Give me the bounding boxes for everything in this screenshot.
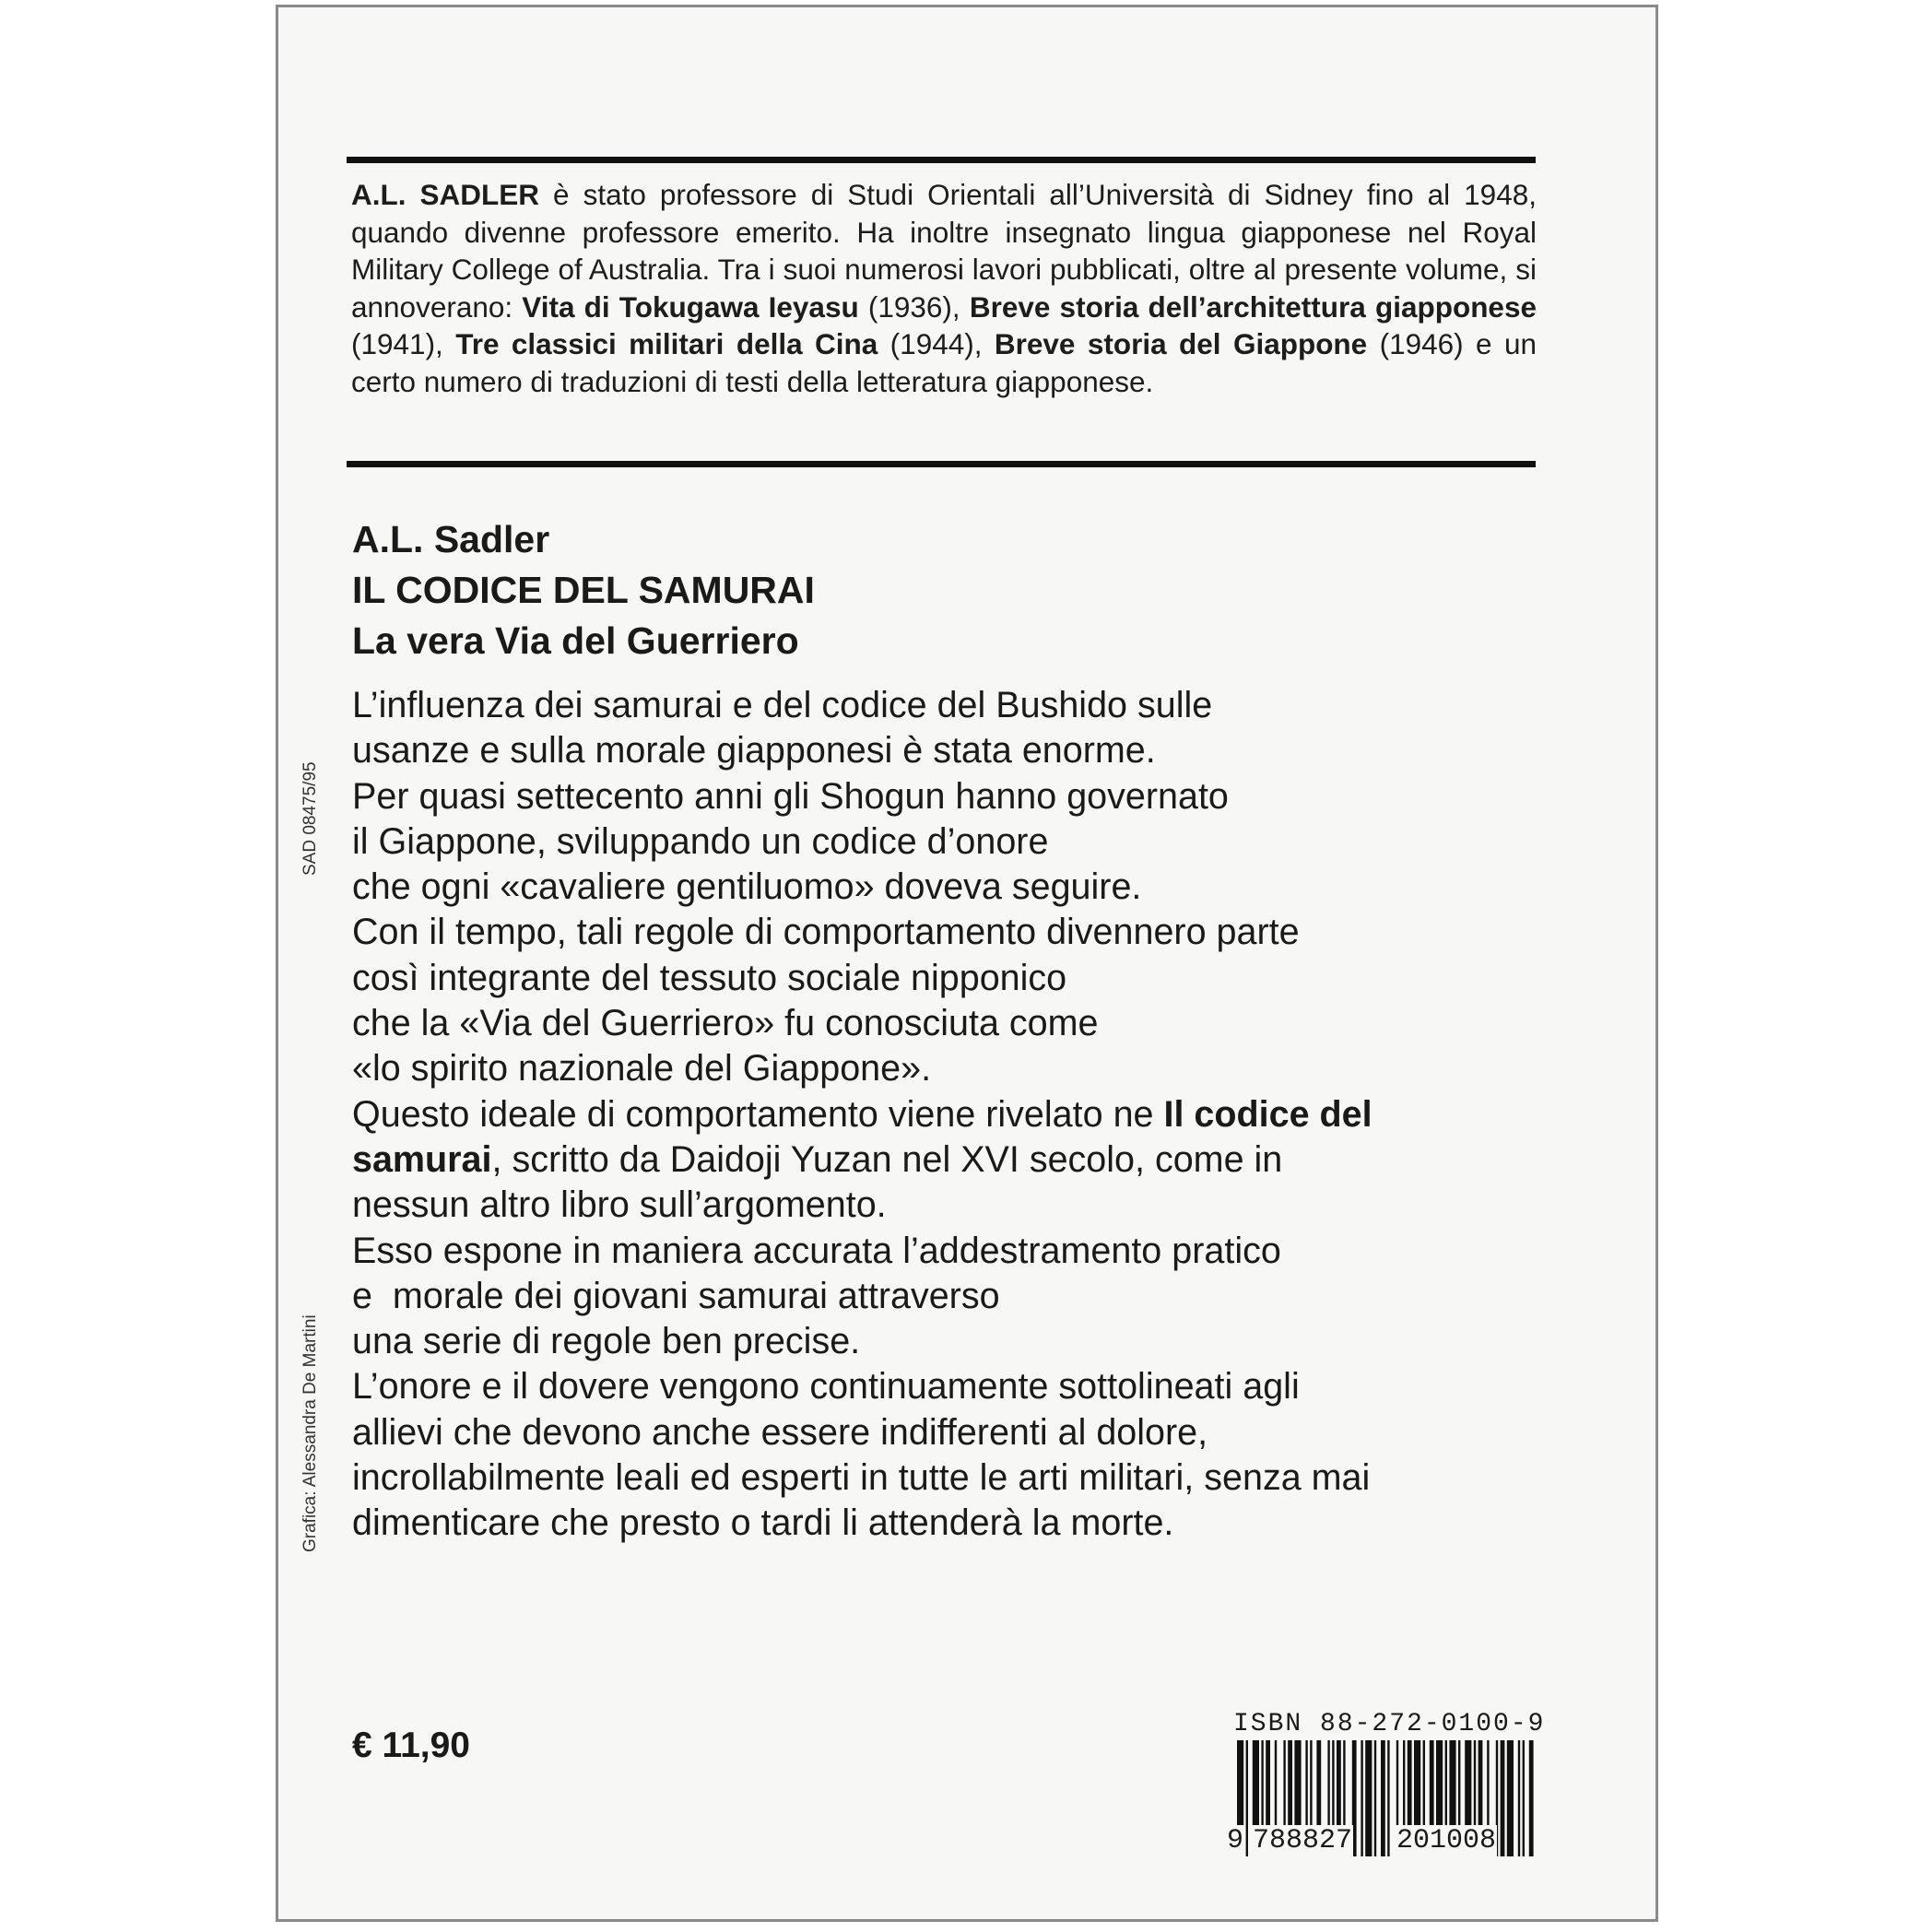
catalog-code: SAD 08475/95: [300, 761, 320, 876]
blurb-text: , scritto da Daidoji Yuzan nel XVI secolo, come in: [491, 1138, 1283, 1180]
bio-work-title: Breve storia dell’architettura giapponese: [969, 289, 1537, 324]
isbn-label: ISBN 88-272-0100-9: [1233, 1710, 1546, 1738]
blurb-line: Con il tempo, tali regole di comportamento divennero parte: [352, 912, 1300, 953]
bio-text: (1944),: [878, 327, 995, 360]
book-subtitle: La vera Via del Guerriero: [352, 619, 799, 662]
blurb-line: usanze e sulla morale giapponesi è stata enorme.: [352, 730, 1156, 772]
blurb-book-title: samurai: [352, 1138, 492, 1180]
author-bio: [351, 176, 1537, 400]
book-title: IL CODICE DEL SAMURAI: [352, 569, 815, 611]
blurb-line: [352, 1092, 1550, 1137]
blurb-line: che ogni «cavaliere gentiluomo» doveva seguire.: [352, 866, 1142, 908]
design-credit: Grafica: Alessandra De Martini: [300, 1314, 320, 1552]
blurb-line: una serie di regole ben precise.: [352, 1321, 861, 1362]
top-rule: [347, 157, 1536, 163]
blurb-line: [352, 1137, 1550, 1183]
blurb-text: Questo ideale di comportamento viene rivelato ne: [352, 1093, 1164, 1135]
blurb-line: il Giappone, sviluppando un codice d’onore: [352, 820, 1049, 862]
barcode-digits-right: 201008: [1396, 1825, 1497, 1856]
blurb-line: così integrante del tessuto sociale nipponico: [352, 957, 1067, 998]
blurb-line: dimenticare che presto o tardi li attenderà la morte.: [352, 1502, 1174, 1544]
bio-text: (1936),: [858, 289, 970, 324]
blurb-line: L’influenza dei samurai e del codice del Bushido sulle: [352, 685, 1213, 725]
blurb-line: e morale dei giovani samurai attraverso: [352, 1275, 1000, 1316]
title-block: [352, 514, 815, 666]
blurb-line: che la «Via del Guerriero» fu conosciuta come: [352, 1003, 1099, 1044]
bio-work-title: Tre classici militari della Cina: [455, 327, 878, 360]
bio-text: è stato professore di Studi Orientali all’Università di Sidney fino al 1948, quando divenne professore emerito. Ha inoltre insegnato lingua giapponese nel Royal Military College of Australia. Tra i suoi numerosi lavori pubblicati, oltre al presente volume, si annoverano:: [351, 178, 1537, 324]
book-author: A.L. Sadler: [352, 518, 550, 560]
blurb-book-title: Il codice del: [1163, 1093, 1372, 1135]
bio-author-name: A.L. SADLER: [351, 178, 540, 211]
blurb-line: Per quasi settecento anni gli Shogun hanno governato: [352, 775, 1229, 817]
blurb: [352, 683, 1550, 1547]
blurb-line: Esso espone in maniera accurata l’addestramento pratico: [352, 1230, 1281, 1271]
bio-work-title: Vita di Tokugawa Ieyasu: [522, 289, 859, 324]
bio-text: (1946) e un certo numero di traduzioni di testi della letteratura giapponese.: [351, 327, 1537, 398]
blurb-line: «lo spirito nazionale del Giappone».: [352, 1048, 932, 1090]
blurb-line: allievi che devono anche essere indifferenti al dolore,: [352, 1411, 1208, 1453]
price: € 11,90: [352, 1726, 470, 1765]
blurb-line: nessun altro libro sull’argomento.: [352, 1184, 887, 1226]
blurb-line: L’onore e il dovere vengono continuamente sottolineati agli: [352, 1366, 1300, 1408]
bio-work-title: Breve storia del Giappone: [994, 327, 1368, 360]
barcode-digits-left: 788827: [1253, 1825, 1353, 1856]
barcode-digit-first: 9: [1227, 1825, 1244, 1856]
bottom-rule: [347, 461, 1536, 467]
bio-text: (1941),: [351, 327, 456, 360]
blurb-line: incrollabilmente leali ed esperti in tutte le arti militari, senza mai: [352, 1457, 1371, 1499]
barcode-digits: [1226, 1825, 1539, 1858]
